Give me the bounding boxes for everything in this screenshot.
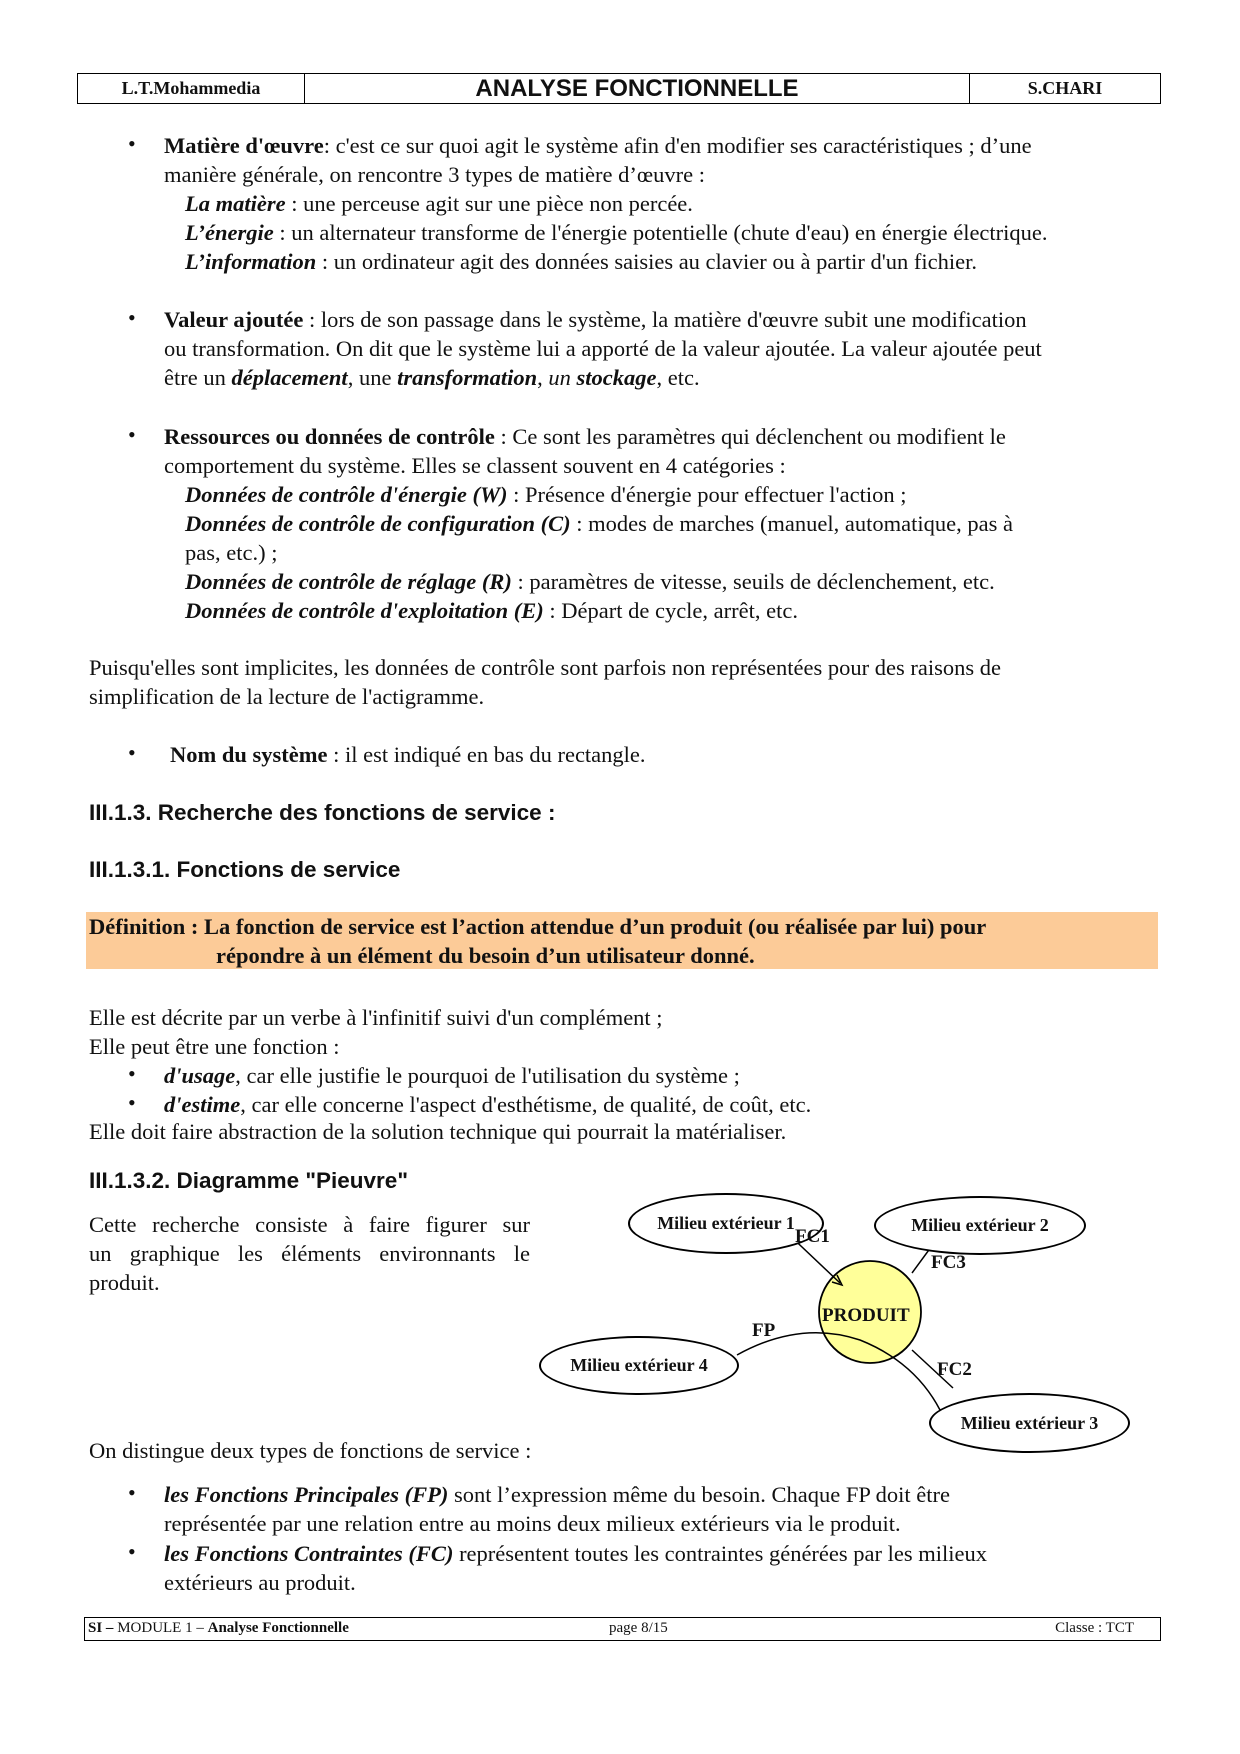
nom-text: : il est indiqué en bas du rectangle. xyxy=(327,742,646,767)
school-name: L.T.Mohammedia xyxy=(78,74,305,103)
milieu-exterieur-2: Milieu extérieur 2 xyxy=(874,1196,1086,1255)
fp-term: les Fonctions Principales (FP) xyxy=(164,1482,449,1507)
fc-text2: extérieurs au produit. xyxy=(164,1570,356,1595)
bullet-icon: • xyxy=(128,305,136,330)
fc2-label: FC2 xyxy=(937,1359,972,1380)
produit-label: PRODUIT xyxy=(822,1305,910,1326)
footer-analyse: Analyse Fonctionnelle xyxy=(207,1620,349,1636)
ressources-text: : Ce sont les paramètres qui déclenchent ou modifient le xyxy=(494,424,1006,449)
matiere-item-term: L’énergie xyxy=(185,220,274,245)
valeur-emphasis: transformation xyxy=(397,365,538,390)
usage-text: , car elle justifie le pourquoi de l'utilisation du système ; xyxy=(235,1063,740,1088)
valeur-text3: , une xyxy=(347,365,398,390)
definition-line: répondre à un élément du besoin d’un utilisateur donné. xyxy=(216,943,755,968)
valeur-emphasis: déplacement xyxy=(231,365,348,390)
ressources-item-text: : paramètres de vitesse, seuils de déclenchement, etc. xyxy=(511,569,995,594)
valeur-text2: ou transformation. On dit que le système lui a apporté de la valeur ajoutée. La valeur ajoutée peut xyxy=(164,336,1042,361)
matiere-text2: manière générale, on rencontre 3 types de matière d’œuvre : xyxy=(164,162,705,187)
pieuvre-line: produit. xyxy=(89,1270,160,1295)
matiere-item-text: : un alternateur transforme de l'énergie potentielle (chute d'eau) en énergie électrique. xyxy=(273,220,1048,245)
ressources-item-text: pas, etc.) ; xyxy=(185,540,278,565)
fp-bullet xyxy=(164,1480,1164,1538)
fonction-line: Elle est décrite par un verbe à l'infinitif suivi d'un complément ; xyxy=(89,1005,663,1030)
milieu-exterieur-4: Milieu extérieur 4 xyxy=(539,1336,739,1395)
fc1-label: FC1 xyxy=(795,1226,830,1247)
valeur-text: : lors de son passage dans le système, la matière d'œuvre subit une modification xyxy=(303,307,1027,332)
page-footer xyxy=(84,1617,1161,1641)
implicit-line: simplification de la lecture de l'actigramme. xyxy=(89,684,485,709)
ressources-term: Ressources ou données de contrôle xyxy=(164,424,495,449)
matiere-text: : c'est ce sur quoi agit le système afin d'en modifier ses caractéristiques ; d’une xyxy=(323,133,1032,158)
fc-bullet xyxy=(164,1539,1164,1597)
bullet-icon: • xyxy=(128,740,136,765)
pieuvre-line: Cette recherche consiste à faire figurer sur xyxy=(89,1212,530,1237)
bullet-icon: • xyxy=(128,1480,136,1505)
fp-label: FP xyxy=(752,1320,776,1341)
ressources-item-text: : modes de marches (manuel, automatique, pas à xyxy=(570,511,1013,536)
usage-term: d'usage xyxy=(164,1063,236,1088)
matiere-item-text: : une perceuse agit sur une pièce non percée. xyxy=(285,191,693,216)
types-intro: On distingue deux types de fonctions de service : xyxy=(89,1438,532,1463)
ressources-item-text: : Présence d'énergie pour effectuer l'action ; xyxy=(507,482,907,507)
milieu-exterieur-3: Milieu extérieur 3 xyxy=(929,1393,1130,1453)
definition-line: Définition : La fonction de service est l’action attendue d’un produit (ou réalisée par lui) pour xyxy=(89,914,987,939)
fonction-outro: Elle doit faire abstraction de la solution technique qui pourrait la matérialiser. xyxy=(89,1119,787,1144)
bullet-icon: • xyxy=(128,422,136,447)
ressources-item-term: Données de contrôle d'énergie (W) xyxy=(185,482,508,507)
ressources-item-term: Données de contrôle d'exploitation (E) xyxy=(185,598,544,623)
ressources-item-term: Données de contrôle de réglage (R) xyxy=(185,569,512,594)
valeur-text3: , xyxy=(537,365,549,390)
fonction-line: Elle peut être une fonction : xyxy=(89,1034,340,1059)
valeur-emphasis: un xyxy=(548,365,571,390)
matiere-term: Matière d'œuvre xyxy=(164,133,324,158)
nom-term: Nom du système xyxy=(170,742,328,767)
footer-module xyxy=(88,1620,349,1637)
fp-text2: représentée par une relation entre au moins deux milieux extérieurs via le produit. xyxy=(164,1511,901,1536)
fc-text: représentent toutes les contraintes générées par les milieux xyxy=(453,1541,987,1566)
valeur-term: Valeur ajoutée xyxy=(164,307,304,332)
valeur-emphasis: stockage xyxy=(576,365,657,390)
fc-term: les Fonctions Contraintes (FC) xyxy=(164,1541,454,1566)
valeur-text3: , etc. xyxy=(656,365,700,390)
footer-si: SI – xyxy=(88,1620,114,1636)
subsection-heading: III.1.3.2. Diagramme "Pieuvre" xyxy=(89,1168,408,1193)
milieu-exterieur-1: Milieu extérieur 1 xyxy=(628,1193,824,1254)
estime-text: , car elle concerne l'aspect d'esthétisme, de qualité, de coût, etc. xyxy=(240,1092,812,1117)
bullet-icon: • xyxy=(128,1539,136,1564)
author-name: S.CHARI xyxy=(1027,78,1103,98)
matiere-item-term: L’information xyxy=(185,249,317,274)
bullet-icon: • xyxy=(128,1090,136,1115)
implicit-line: Puisqu'elles sont implicites, les données de contrôle sont parfois non représentées pour des raisons de xyxy=(89,655,1001,680)
bullet-icon: • xyxy=(128,131,136,156)
matiere-item-term: La matière xyxy=(185,191,286,216)
document-title: ANALYSE FONCTIONNELLE xyxy=(305,74,970,103)
page-number: page 8/15 xyxy=(609,1620,668,1636)
bullet-icon: • xyxy=(128,1061,136,1086)
pieuvre-line: un graphique les éléments environnants le xyxy=(89,1241,530,1266)
subsection-heading: III.1.3.1. Fonctions de service xyxy=(89,857,401,882)
fc3-label: FC3 xyxy=(931,1252,966,1273)
section-heading: III.1.3. Recherche des fonctions de service : xyxy=(89,800,556,825)
ressources-item-term: Données de contrôle de configuration (C) xyxy=(185,511,571,536)
footer-classe: Classe : TCT xyxy=(1055,1620,1134,1636)
footer-module-text: MODULE 1 – xyxy=(113,1620,208,1636)
ressources-item-text: : Départ de cycle, arrêt, etc. xyxy=(543,598,798,623)
fp-text: sont l’expression même du besoin. Chaque FP doit être xyxy=(448,1482,950,1507)
ressources-text2: comportement du système. Elles se classent souvent en 4 catégories : xyxy=(164,453,786,478)
estime-term: d'estime xyxy=(164,1092,241,1117)
valeur-text3: être un xyxy=(164,365,232,390)
matiere-item-text: : un ordinateur agit des données saisies au clavier ou à partir d'un fichier. xyxy=(316,249,977,274)
